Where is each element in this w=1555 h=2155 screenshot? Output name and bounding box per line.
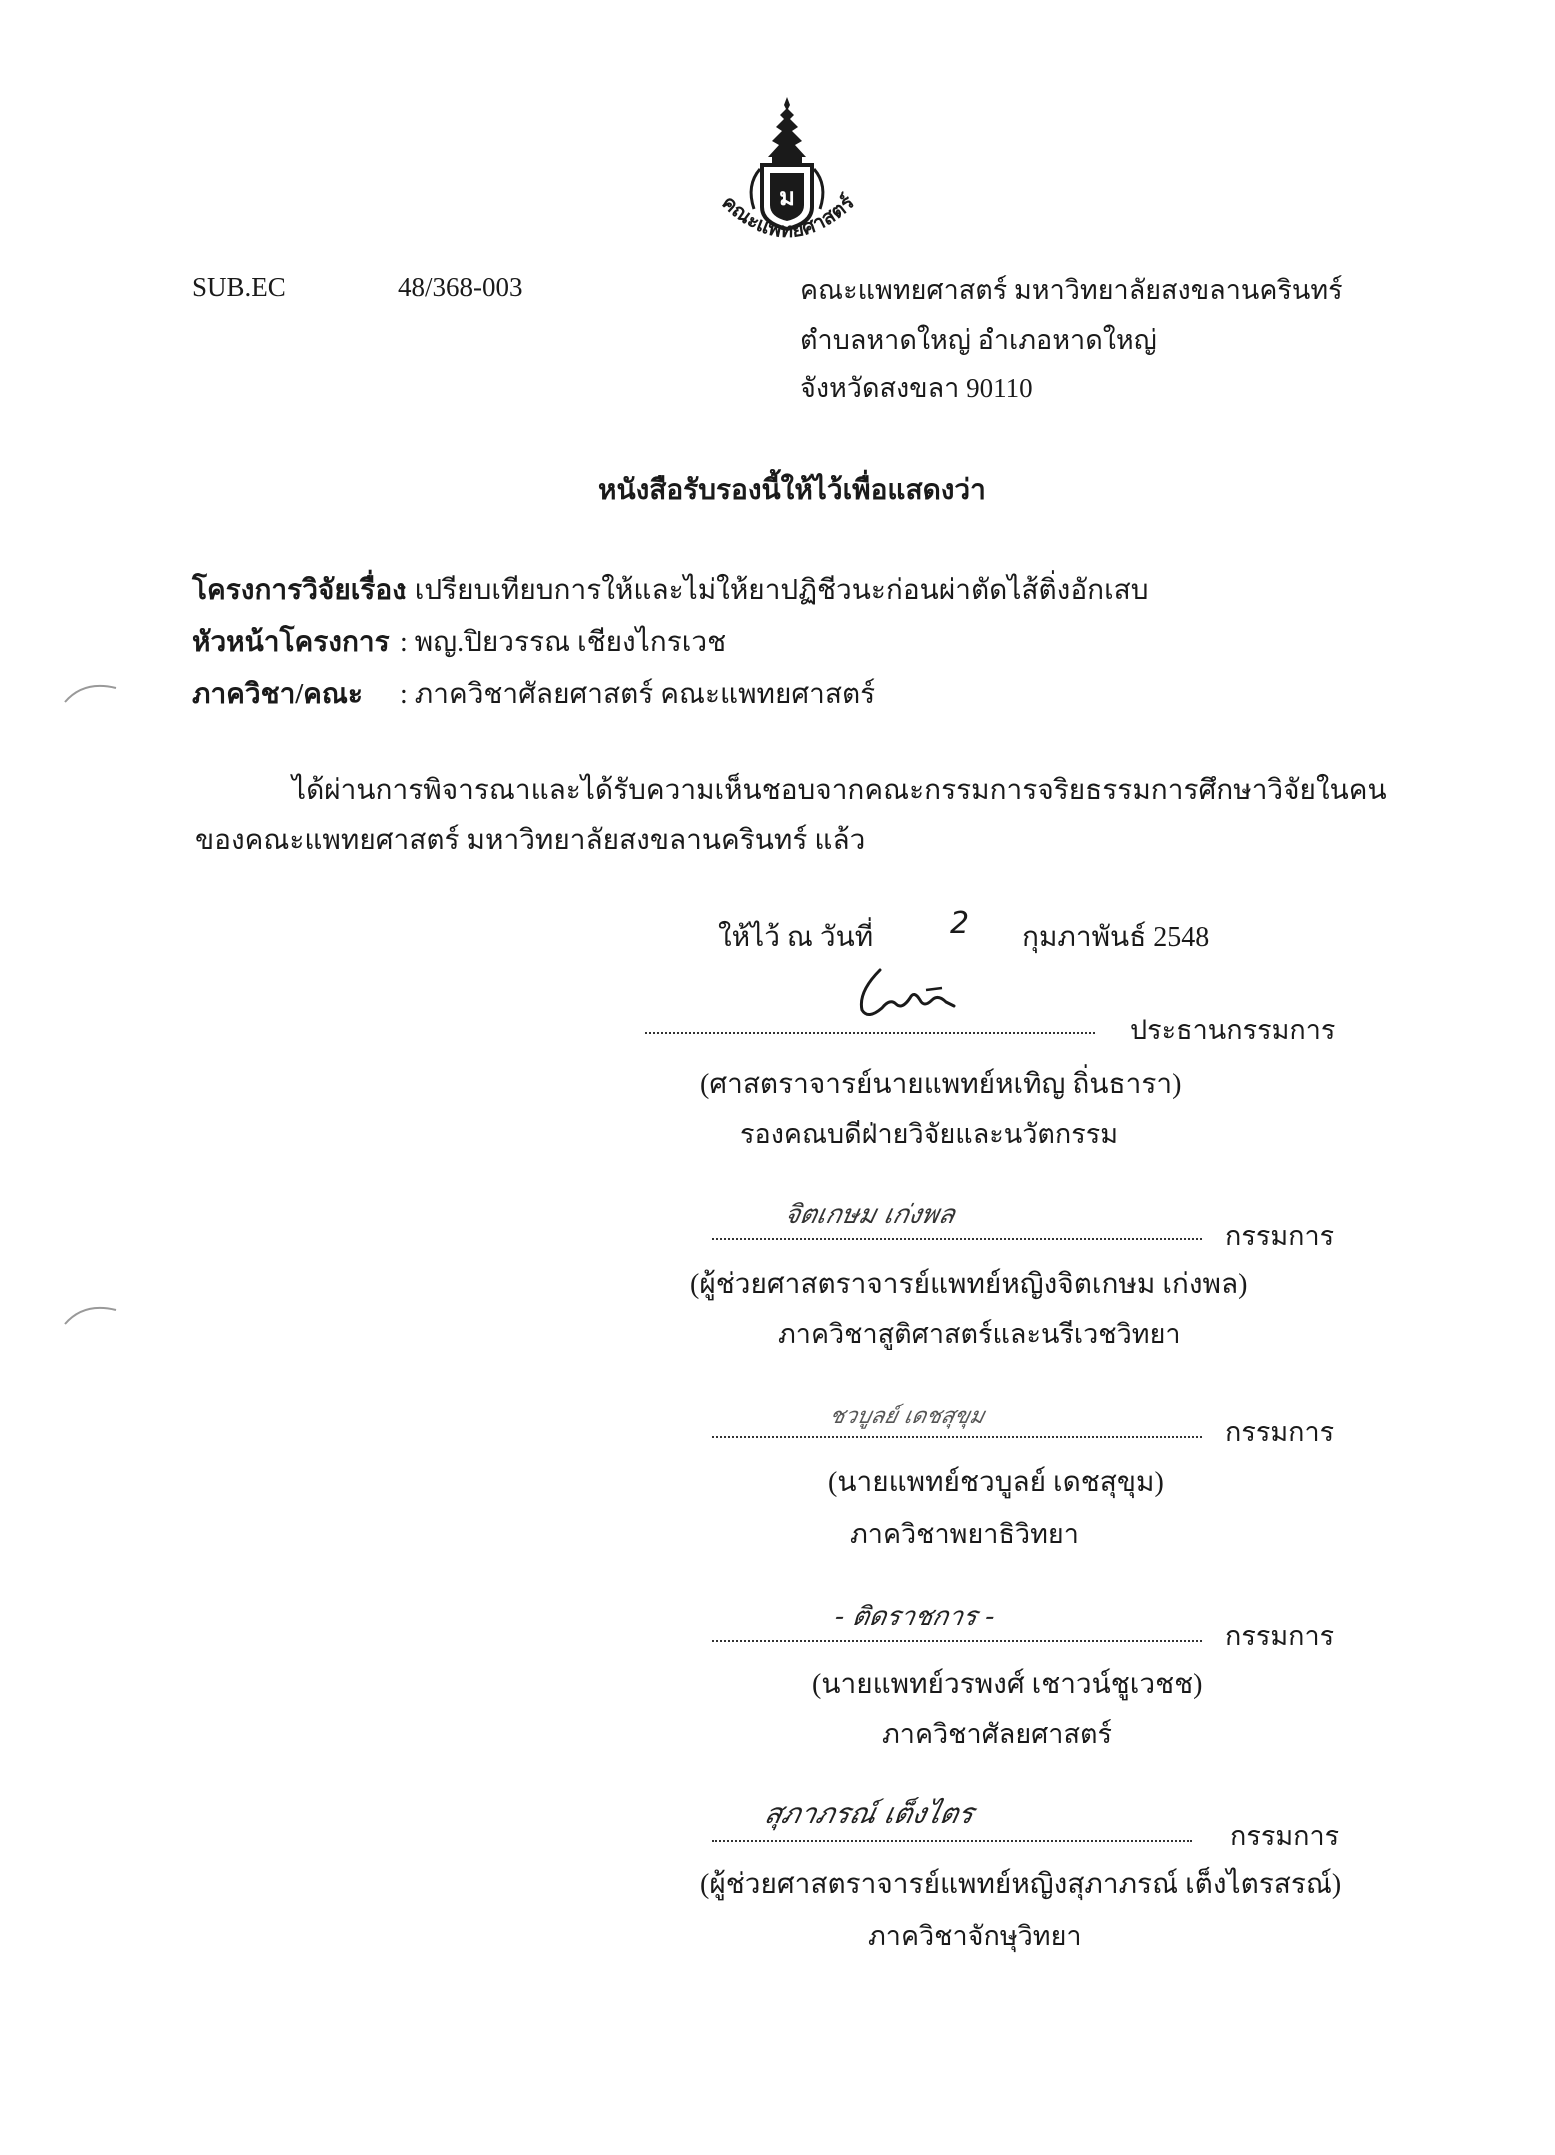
chairman-signature [850, 962, 960, 1022]
date-day: 2 [950, 906, 970, 941]
name-member-2: (นายแพทย์ชวบูลย์ เดชสุขุม) [828, 1467, 1164, 1498]
address-line-2: ตำบลหาดใหญ่ อำเภอหาดใหญ่ [800, 325, 1157, 355]
document-title: หนังสือรับรองนี้ให้ไว้เพื่อแสดงว่า [598, 475, 986, 506]
punch-hole-mark-upper [62, 678, 122, 708]
role-member-3: กรรมการ [1225, 1621, 1335, 1651]
date-month-year: กุมภาพันธ์ 2548 [1022, 922, 1210, 953]
signature-member-2: ชวบูลย์ เดชสุขุม [827, 1404, 987, 1429]
detail-value-project: : เปรียบเทียบการให้และไม่ให้ยาปฏิชีวนะก่อนผ่าตัดไส้ติ่งอักเสบ [400, 575, 1149, 606]
svg-text:ม: ม [779, 182, 795, 211]
position-chairman: รองคณบดีฝ่ายวิจัยและนวัตกรรม [740, 1119, 1119, 1149]
body-line-1: ได้ผ่านการพิจารณาและได้รับความเห็นชอบจากคณะกรรมการจริยธรรมการศึกษาวิจัยในคน [292, 775, 1387, 806]
position-member-4: ภาควิชาจักษุวิทยา [868, 1921, 1082, 1951]
signature-line-member-4 [712, 1840, 1192, 1842]
position-member-1: ภาควิชาสูติศาสตร์และนรีเวชวิทยา [778, 1319, 1181, 1349]
name-member-4: (ผู้ช่วยศาสตราจารย์แพทย์หญิงสุภาภรณ์ เต็งไตรสรณ์) [700, 1869, 1342, 1900]
detail-label-project: โครงการวิจัยเรื่อง [192, 575, 406, 606]
role-member-2: กรรมการ [1225, 1417, 1335, 1447]
signature-line-member-3 [712, 1640, 1202, 1642]
signature-member-1: จิตเกษม เก่งพล [781, 1200, 958, 1230]
faculty-seal-icon [710, 95, 865, 255]
signature-line-member-2 [712, 1436, 1202, 1438]
reference-prefix: SUB.EC [192, 272, 286, 302]
position-member-2: ภาควิชาพยาธิวิทยา [850, 1519, 1079, 1549]
address-line-3: จังหวัดสงขลา 90110 [800, 373, 1033, 403]
position-member-3: ภาควิชาศัลยศาสตร์ [882, 1719, 1112, 1749]
body-line-2: ของคณะแพทยศาสตร์ มหาวิทยาลัยสงขลานครินทร์ แล้ว [195, 825, 866, 856]
signature-line-chairman [645, 1032, 1095, 1034]
signature-line-member-1 [712, 1238, 1202, 1240]
signature-member-3: - ติดราชการ - [832, 1602, 998, 1632]
detail-value-department: : ภาควิชาศัลยศาสตร์ คณะแพทยศาสตร์ [400, 679, 876, 710]
name-member-1: (ผู้ช่วยศาสตราจารย์แพทย์หญิงจิตเกษม เก่งพล) [690, 1269, 1248, 1300]
role-member-1: กรรมการ [1225, 1221, 1335, 1251]
reference-number: 48/368-003 [398, 272, 523, 302]
punch-hole-mark-lower [62, 1300, 122, 1330]
role-member-4: กรรมการ [1230, 1821, 1340, 1851]
seal-text: คณะแพทยศาสตร์ [717, 189, 859, 243]
name-chairman: (ศาสตราจารย์นายแพทย์หเทิญ ถิ่นธารา) [700, 1069, 1182, 1100]
date-prefix: ให้ไว้ ณ วันที่ [718, 922, 874, 953]
detail-label-department: ภาควิชา/คณะ [192, 679, 363, 710]
detail-label-lead: หัวหน้าโครงการ [192, 627, 390, 658]
role-chairman: ประธานกรรมการ [1130, 1015, 1336, 1045]
signature-member-4: สุภาภรณ์ เต็งไตร [761, 1797, 977, 1830]
address-line-1: คณะแพทยศาสตร์ มหาวิทยาลัยสงขลานครินทร์ [800, 275, 1343, 305]
detail-value-lead: : พญ.ปิยวรรณ เชียงไกรเวช [400, 627, 727, 658]
name-member-3: (นายแพทย์วรพงศ์ เชาวน์ชูเวชช) [812, 1669, 1203, 1700]
